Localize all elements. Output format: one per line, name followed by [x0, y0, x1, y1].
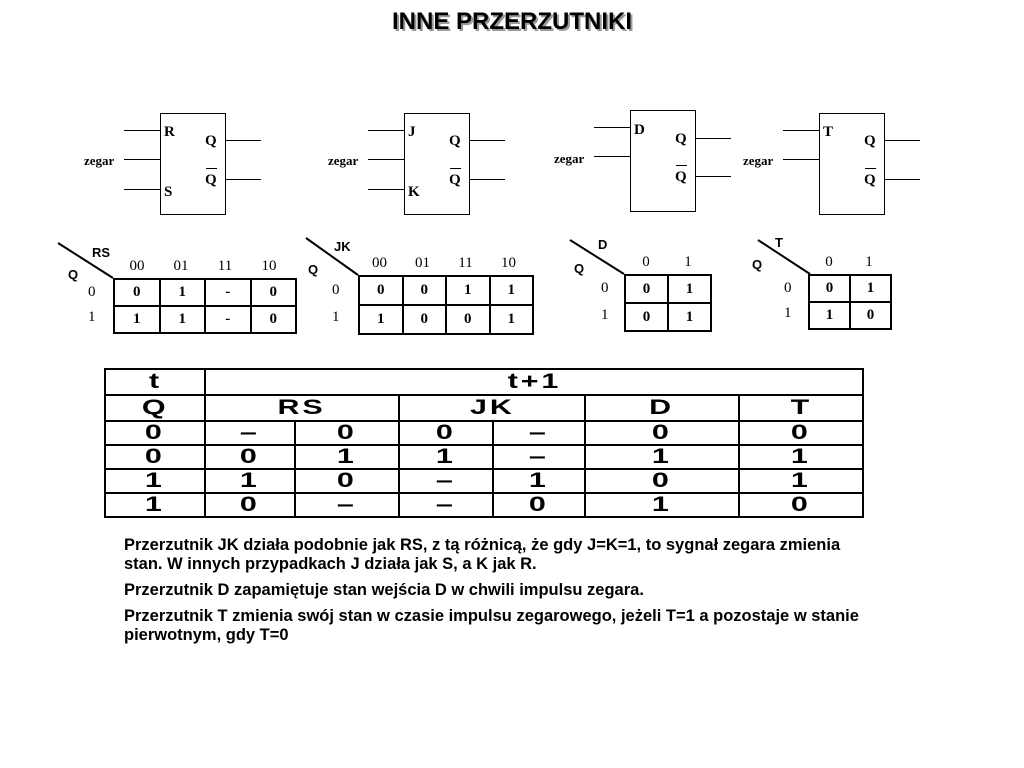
kmap-cell: 1	[669, 276, 710, 302]
rs-kmap-col-var: RS	[92, 245, 111, 260]
d-input-d-label: D	[634, 122, 645, 138]
kmap-cell: 0	[447, 306, 489, 333]
table-cell: 0	[585, 469, 739, 493]
table-cell: –	[493, 445, 585, 469]
table-cell: –	[399, 493, 493, 517]
kmap-col-header: 01	[415, 255, 430, 271]
rs-clock-label: zegar	[84, 153, 115, 168]
t-kmap-grid	[808, 274, 892, 330]
kmap-cell: 0	[115, 280, 159, 305]
table-header-t1: t+1	[205, 369, 863, 395]
kmap-cell: 0	[404, 306, 446, 333]
jk-kmap-row-var: Q	[308, 262, 319, 277]
kmap-cell: 0	[851, 303, 890, 328]
kmap-row-header: 1	[332, 309, 340, 325]
table-cell: 1	[585, 493, 739, 517]
table-cell: –	[399, 469, 493, 493]
kmap-col-header: 01	[173, 258, 189, 274]
kmap-row-header: 0	[601, 280, 609, 296]
kmap-cell: -	[206, 280, 250, 305]
kmap-cell: 1	[851, 276, 890, 301]
table-cell: –	[493, 421, 585, 445]
t-input-t-label: T	[823, 124, 834, 140]
kmap-row-header: 1	[601, 307, 609, 323]
rs-output-qbar-label: Q	[205, 172, 217, 188]
rs-output-q-label: Q	[205, 133, 217, 149]
kmap-row-header: 0	[88, 284, 96, 300]
d-kmap-row-var: Q	[574, 261, 585, 276]
kmap-cell: 0	[626, 304, 667, 330]
kmap-row-header: 1	[784, 305, 792, 321]
table-row	[105, 421, 863, 445]
kmap-col-header: 0	[642, 254, 650, 270]
table-cell: 0	[205, 445, 295, 469]
jk-clock-label: zegar	[328, 153, 359, 168]
jk-input-j-label: J	[408, 124, 416, 140]
table-cell: 0	[493, 493, 585, 517]
rs-kmap-row-var: Q	[68, 267, 79, 282]
t-clock-label: zegar	[743, 153, 774, 168]
table-cell: 0	[205, 493, 295, 517]
table-cell: 1	[205, 469, 295, 493]
kmap-col-header: 11	[458, 255, 473, 271]
table-cell: 1	[105, 469, 205, 493]
notes-section	[124, 536, 864, 652]
table-header-rs: RS	[205, 395, 399, 421]
page-title: INNE PRZERZUTNIKI	[392, 8, 632, 35]
kmap-col-header: 10	[261, 258, 277, 274]
table-cell: 1	[739, 469, 863, 493]
table-header-jk: JK	[399, 395, 585, 421]
d-clock-label: zegar	[554, 151, 585, 166]
table-cell: 1	[295, 445, 399, 469]
t-output-qbar-label: Q	[864, 172, 876, 188]
table-cell: 0	[585, 421, 739, 445]
kmap-row-header: 1	[88, 309, 96, 325]
kmap-cell: 1	[161, 280, 205, 305]
table-cell: 0	[295, 469, 399, 493]
kmap-cell: 1	[810, 303, 849, 328]
table-cell: 1	[585, 445, 739, 469]
kmap-cell: 0	[360, 277, 402, 304]
jk-kmap-col-var: JK	[334, 239, 351, 254]
table-cell: 0	[739, 421, 863, 445]
table-cell: 1	[105, 493, 205, 517]
table-row	[105, 469, 863, 493]
jk-output-q-label: Q	[449, 133, 461, 149]
table-header-t-col: T	[739, 395, 863, 421]
kmap-col-header: 1	[684, 254, 692, 270]
kmap-cell: 0	[252, 307, 296, 332]
table-cell: 0	[295, 421, 399, 445]
table-cell: 0	[105, 421, 205, 445]
note-d: Przerzutnik D zapamiętuje stan wejścia D w chwili impulsu zegara.	[124, 581, 644, 599]
kmap-cell: 1	[491, 277, 533, 304]
table-header-d: D	[585, 395, 739, 421]
kmap-row-header: 0	[784, 280, 792, 296]
table-cell: 1	[399, 445, 493, 469]
d-kmap-col-var: D	[598, 237, 608, 252]
kmap-col-header: 1	[865, 254, 873, 270]
kmap-cell: 1	[669, 304, 710, 330]
kmap-cell: 1	[115, 307, 159, 332]
table-cell: –	[295, 493, 399, 517]
note-jk: Przerzutnik JK działa podobnie jak RS, z tą różnicą, że gdy J=K=1, to sygnał zegara zmienia stan. W innych przypadkach J działa jak S, a K jak R.	[124, 536, 841, 573]
d-output-qbar-label: Q	[675, 169, 687, 185]
kmap-col-header: 10	[501, 255, 516, 271]
table-row	[105, 445, 863, 469]
t-kmap-row-var: Q	[752, 257, 763, 272]
note-t: Przerzutnik T zmienia swój stan w czasie impulsu zegarowego, jeżeli T=1 a pozostaje w stanie pierwotnym, gdy T=0	[124, 607, 859, 644]
table-cell: 0	[105, 445, 205, 469]
table-header-t: t	[105, 369, 205, 395]
kmap-row-header: 0	[332, 282, 340, 298]
kmap-cell: 1	[161, 307, 205, 332]
kmap-col-header: 00	[372, 255, 387, 271]
kmap-cell: 0	[252, 280, 296, 305]
table-cell: 1	[493, 469, 585, 493]
kmap-col-header: 00	[129, 258, 145, 274]
table-row	[105, 493, 863, 517]
t-output-q-label: Q	[864, 133, 876, 149]
kmap-col-header: 11	[217, 258, 233, 274]
kmap-cell: 0	[626, 276, 667, 302]
jk-output-qbar-label: Q	[449, 172, 461, 188]
jk-input-k-label: K	[408, 184, 420, 200]
kmap-cell: 0	[404, 277, 446, 304]
rs-input-s-label: S	[164, 184, 173, 200]
kmap-cell: 1	[447, 277, 489, 304]
rs-input-r-label: R	[164, 124, 175, 140]
kmap-col-header: 0	[825, 254, 833, 270]
kmap-cell: -	[206, 307, 250, 332]
kmap-cell: 1	[491, 306, 533, 333]
table-cell: 0	[739, 493, 863, 517]
table-header-q: Q	[105, 395, 205, 421]
kmap-cell: 1	[360, 306, 402, 333]
kmap-cell: 0	[810, 276, 849, 301]
t-kmap-col-var: T	[775, 235, 783, 250]
table-cell: 1	[739, 445, 863, 469]
d-output-q-label: Q	[675, 131, 687, 147]
table-cell: –	[205, 421, 295, 445]
table-cell: 0	[399, 421, 493, 445]
transition-table	[104, 368, 864, 518]
